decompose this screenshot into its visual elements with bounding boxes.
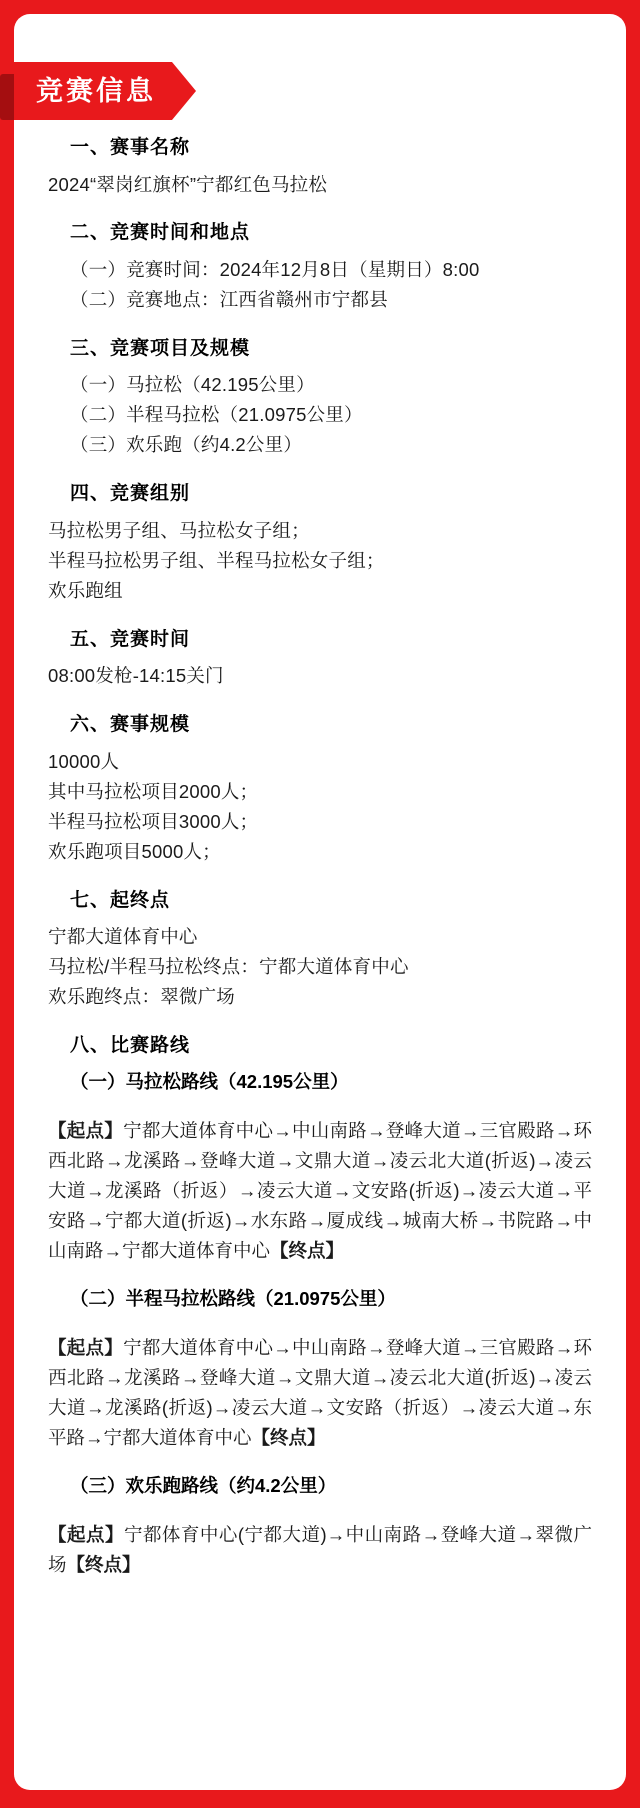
route-description — [48, 1520, 592, 1580]
section-time-place — [48, 219, 592, 314]
section-title: 三、竞赛项目及规模 — [70, 337, 251, 359]
route-start-label: 【起点】 — [48, 1119, 124, 1141]
section-title: 四、竞赛组别 — [70, 483, 191, 505]
section-line: 马拉松/半程马拉松终点：宁都大道体育中心 — [48, 956, 409, 978]
section-title: 八、比赛路线 — [70, 1034, 191, 1056]
route-description — [48, 1116, 592, 1266]
section-banner — [0, 62, 196, 120]
info-card — [14, 14, 626, 1790]
section-line: （二）半程马拉松（21.0975公里） — [70, 404, 363, 426]
route-subtitle: （三）欢乐跑路线（约4.2公里） — [70, 1475, 337, 1497]
route-subtitle: （二）半程马拉松路线（21.0975公里） — [70, 1288, 396, 1310]
banner-body — [14, 62, 172, 120]
section-event-scale — [48, 711, 592, 866]
banner-tail-icon — [172, 62, 196, 120]
section-line: （二）竞赛地点：江西省赣州市宁都县 — [70, 288, 388, 310]
section-line: 半程马拉松项目3000人； — [48, 810, 259, 832]
section-title: 七、起终点 — [70, 889, 171, 911]
section-line: （三）欢乐跑（约4.2公里） — [70, 434, 303, 456]
section-routes — [48, 1032, 592, 1580]
section-line: 半程马拉松男子组、半程马拉松女子组； — [48, 549, 385, 571]
section-line: 马拉松男子组、马拉松女子组； — [48, 519, 310, 541]
route-half-marathon — [48, 1284, 592, 1452]
section-title: 五、竞赛时间 — [70, 628, 191, 650]
section-line: 欢乐跑项目5000人； — [48, 840, 221, 862]
route-end-label: 【终点】 — [251, 1426, 326, 1448]
route-end-label: 【终点】 — [270, 1239, 345, 1261]
route-body: 宁都体育中心(宁都大道)→中山南路→登峰大道→翠微广场 — [48, 1523, 592, 1575]
banner-title: 竞赛信息 — [36, 75, 156, 106]
route-subtitle: （一）马拉松路线（42.195公里） — [70, 1071, 349, 1093]
route-description — [48, 1333, 592, 1453]
section-start-finish — [48, 887, 592, 1012]
route-fun-run — [48, 1471, 592, 1579]
section-event-name — [48, 134, 592, 199]
route-full-marathon — [48, 1067, 592, 1265]
section-line: 欢乐跑组 — [48, 579, 123, 601]
route-body: 宁都大道体育中心→中山南路→登峰大道→三官殿路→环西北路→龙溪路→登峰大道→文鼎大道→凌云北大道(折返)→凌云大道→龙溪路(折返)→凌云大道→文安路（折返）→凌云大道→东平路→宁都大道体育中心 — [48, 1336, 592, 1448]
section-line: 欢乐跑终点：翠微广场 — [48, 986, 236, 1007]
section-line: 2024“翠岗红旗杯”宁都红色马拉松 — [48, 173, 328, 195]
section-line: 其中马拉松项目2000人； — [48, 780, 259, 802]
section-line: 宁都大道体育中心 — [48, 926, 198, 948]
route-body: 宁都大道体育中心→中山南路→登峰大道→三官殿路→环西北路→龙溪路→登峰大道→文鼎大道→凌云北大道(折返)→凌云大道→龙溪路（折返）→凌云大道→文安路(折返)→凌云大道→平安路→宁都大道(折返)→水东路→厦成线→城南大桥→书院路→中山南路→宁都大道体育中心 — [48, 1119, 592, 1261]
section-line: （一）竞赛时间：2024年12月8日（星期日）8:00 — [70, 258, 480, 280]
section-events-scale — [48, 335, 592, 460]
section-title: 二、竞赛时间和地点 — [70, 222, 251, 244]
section-line: （一）马拉松（42.195公里） — [70, 374, 315, 396]
section-line: 08:00发枪-14:15关门 — [48, 665, 224, 687]
section-groups — [48, 480, 592, 605]
route-end-label: 【终点】 — [66, 1553, 141, 1575]
route-start-label: 【起点】 — [48, 1336, 124, 1358]
route-start-label: 【起点】 — [48, 1523, 124, 1545]
section-race-time — [48, 626, 592, 691]
section-title: 一、赛事名称 — [70, 137, 191, 158]
info-content — [48, 134, 592, 1580]
banner-fold — [0, 74, 14, 120]
section-title: 六、赛事规模 — [70, 714, 191, 736]
section-line: 10000人 — [48, 750, 120, 772]
